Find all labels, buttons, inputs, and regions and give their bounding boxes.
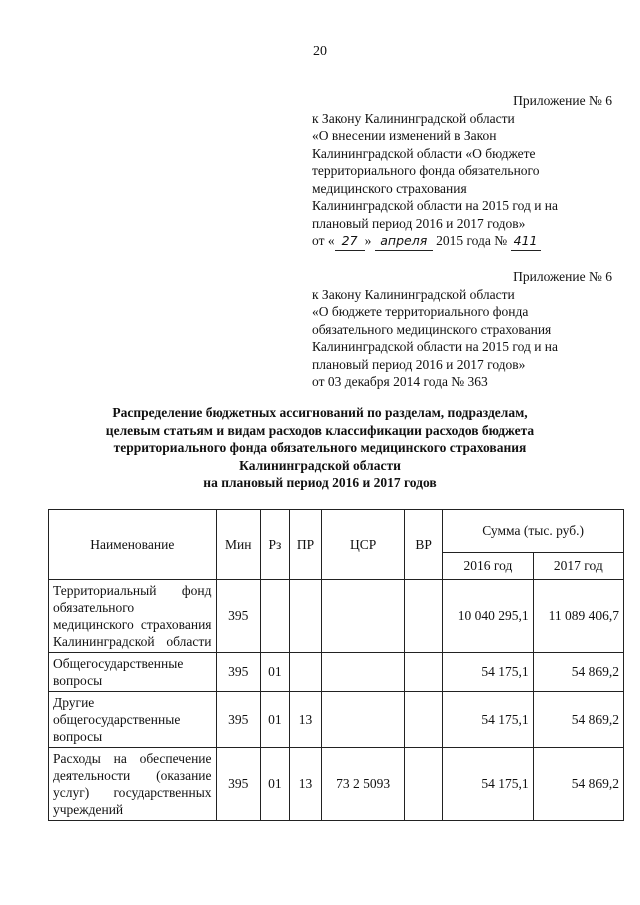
header-vr: ВР bbox=[404, 510, 442, 580]
appendix-line: Калининградской области на 2015 год и на bbox=[312, 198, 559, 213]
row-vr bbox=[404, 748, 442, 821]
row-min: 395 bbox=[216, 748, 261, 821]
row-rz: 01 bbox=[261, 748, 290, 821]
row-pr: 13 bbox=[289, 692, 322, 748]
row-2017: 11 089 406,7 bbox=[533, 580, 623, 653]
appendix-title: Приложение № 6 bbox=[513, 269, 612, 284]
row-rz: 01 bbox=[261, 653, 290, 692]
appendix-line: к Закону Калининградской области bbox=[312, 110, 515, 126]
row-rz bbox=[261, 580, 290, 653]
row-2016: 54 175,1 bbox=[443, 653, 533, 692]
appendix-line: плановый период 2016 и 2017 годов» bbox=[312, 356, 526, 372]
appendix-line: к Закону Калининградской области bbox=[312, 286, 515, 302]
row-2016: 54 175,1 bbox=[443, 748, 533, 821]
table-row bbox=[49, 580, 624, 653]
title-line: на плановый период 2016 и 2017 годов bbox=[203, 475, 437, 490]
handwritten-day: 27 bbox=[335, 232, 365, 251]
row-2017: 54 869,2 bbox=[533, 748, 623, 821]
table-row bbox=[49, 692, 624, 748]
appendix-line: территориального фонда обязательного bbox=[312, 163, 540, 178]
appendix-line: «О бюджете территориального фонда bbox=[312, 304, 529, 319]
page-number: 20 bbox=[313, 44, 327, 59]
handwritten-month: апреля bbox=[375, 232, 433, 251]
appendix-date-line: от « 27 » апреля 2015 года № 411 bbox=[312, 232, 612, 251]
row-2016: 10 040 295,1 bbox=[443, 580, 533, 653]
table-row bbox=[49, 653, 624, 692]
row-vr bbox=[404, 692, 442, 748]
row-vr bbox=[404, 580, 442, 653]
appendix-line: «О внесении изменений в Закон bbox=[312, 128, 497, 143]
appendix-line: Калининградской области на 2015 год и на bbox=[312, 339, 559, 354]
row-name: Территориальный фонд обязательного медицинского страхования Калининградской области bbox=[49, 580, 217, 653]
row-pr: 13 bbox=[289, 748, 322, 821]
header-sum: Сумма (тыс. руб.) bbox=[443, 510, 624, 553]
header-2017: 2017 год bbox=[533, 553, 623, 580]
row-name: Другие общегосударственные вопросы bbox=[49, 692, 217, 748]
row-csr: 73 2 5093 bbox=[322, 748, 405, 821]
row-csr bbox=[322, 692, 405, 748]
row-rz: 01 bbox=[261, 692, 290, 748]
title-line: Калининградской области bbox=[239, 457, 401, 473]
header-csr: ЦСР bbox=[322, 510, 405, 580]
row-2016: 54 175,1 bbox=[443, 692, 533, 748]
table-header-row bbox=[49, 510, 624, 553]
row-2017: 54 869,2 bbox=[533, 653, 623, 692]
number-prefix: № bbox=[494, 233, 508, 248]
row-csr bbox=[322, 580, 405, 653]
appendix-line: обязательного медицинского страхования bbox=[312, 321, 552, 337]
row-min: 395 bbox=[216, 692, 261, 748]
row-min: 395 bbox=[216, 580, 261, 653]
title-line: целевым статьям и видам расходов классификации расходов бюджета bbox=[105, 422, 535, 438]
row-name: Общегосударственные вопросы bbox=[49, 653, 217, 692]
date-prefix: от bbox=[312, 233, 325, 248]
header-2016: 2016 год bbox=[443, 553, 533, 580]
row-csr bbox=[322, 653, 405, 692]
title-line: Распределение бюджетных ассигнований по разделам, подразделам, bbox=[112, 405, 528, 420]
appendix-amendment bbox=[312, 92, 612, 251]
appendix-line: медицинского страхования bbox=[312, 180, 467, 196]
appendix-line: от 03 декабря 2014 года № 363 bbox=[312, 374, 488, 389]
appendix-title: Приложение № 6 bbox=[513, 93, 612, 108]
document-title bbox=[80, 404, 560, 492]
handwritten-number: 411 bbox=[511, 232, 541, 251]
table-row bbox=[49, 748, 624, 821]
header-pr: ПР bbox=[289, 510, 322, 580]
appendix-line: Калининградской области «О бюджете bbox=[312, 145, 536, 161]
row-name: Расходы на обеспечение деятельности (оказание услуг) государственных учреждений bbox=[49, 748, 217, 821]
row-vr bbox=[404, 653, 442, 692]
header-name: Наименование bbox=[49, 510, 217, 580]
row-2017: 54 869,2 bbox=[533, 692, 623, 748]
row-pr bbox=[289, 653, 322, 692]
appendix-original bbox=[312, 268, 612, 391]
header-rz: Рз bbox=[261, 510, 290, 580]
date-suffix: 2015 года bbox=[436, 233, 491, 248]
row-min: 395 bbox=[216, 653, 261, 692]
budget-table bbox=[48, 509, 624, 821]
appendix-line: плановый период 2016 и 2017 годов» bbox=[312, 215, 526, 231]
row-pr bbox=[289, 580, 322, 653]
title-line: территориального фонда обязательного медицинского страхования bbox=[113, 440, 527, 455]
header-min: Мин bbox=[216, 510, 261, 580]
